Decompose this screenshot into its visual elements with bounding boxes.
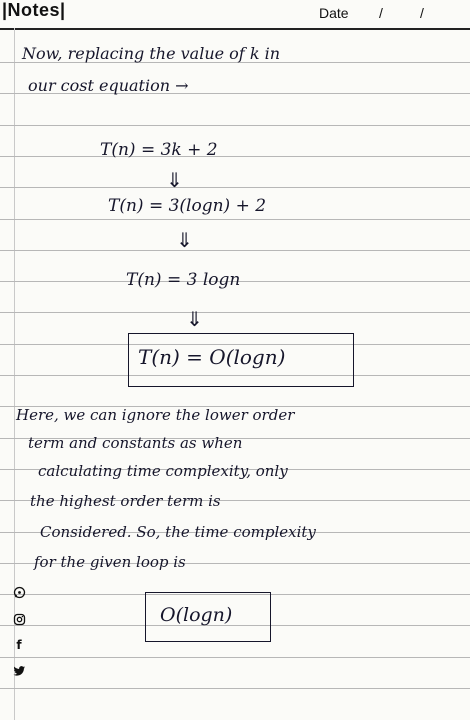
whatsapp-icon <box>12 585 26 599</box>
explanation-line-4: the highest order term is <box>30 492 221 510</box>
ruled-line <box>0 156 470 157</box>
date-separator: / <box>379 5 383 21</box>
equation-result: T(n) = O(logn) <box>138 345 286 369</box>
equation-step-1: T(n) = 3k + 2 <box>100 140 218 160</box>
intro-line-2: our cost equation → <box>28 76 189 95</box>
implies-arrow-icon: ⇓ <box>176 228 193 252</box>
equation-step-3: T(n) = 3 logn <box>126 270 241 290</box>
explanation-line-6: for the given loop is <box>34 553 186 571</box>
instagram-icon <box>12 612 26 626</box>
equation-step-2: T(n) = 3(logn) + 2 <box>108 196 267 216</box>
header-rule <box>0 28 470 30</box>
explanation-line-5: Considered. So, the time complexity <box>40 523 316 541</box>
explanation-line-2: term and constants as when <box>28 434 243 452</box>
facebook-icon: f <box>16 638 22 652</box>
ruled-line <box>0 657 470 658</box>
ruled-line <box>0 312 470 313</box>
intro-line-1: Now, replacing the value of k in <box>22 44 281 63</box>
ruled-line <box>0 187 470 188</box>
date-separator: / <box>420 5 424 21</box>
ruled-line <box>0 688 470 689</box>
explanation-line-1: Here, we can ignore the lower order <box>16 406 295 424</box>
ruled-line <box>0 125 470 126</box>
ruled-line <box>0 250 470 251</box>
ruled-line <box>0 219 470 220</box>
date-label: Date <box>319 5 349 21</box>
notes-brand-title: |Notes| <box>2 0 66 20</box>
implies-arrow-icon: ⇓ <box>166 168 183 192</box>
implies-arrow-icon: ⇓ <box>186 307 203 331</box>
explanation-line-3: calculating time complexity, only <box>38 462 288 480</box>
final-answer: O(logn) <box>160 604 233 626</box>
twitter-icon <box>12 664 26 678</box>
